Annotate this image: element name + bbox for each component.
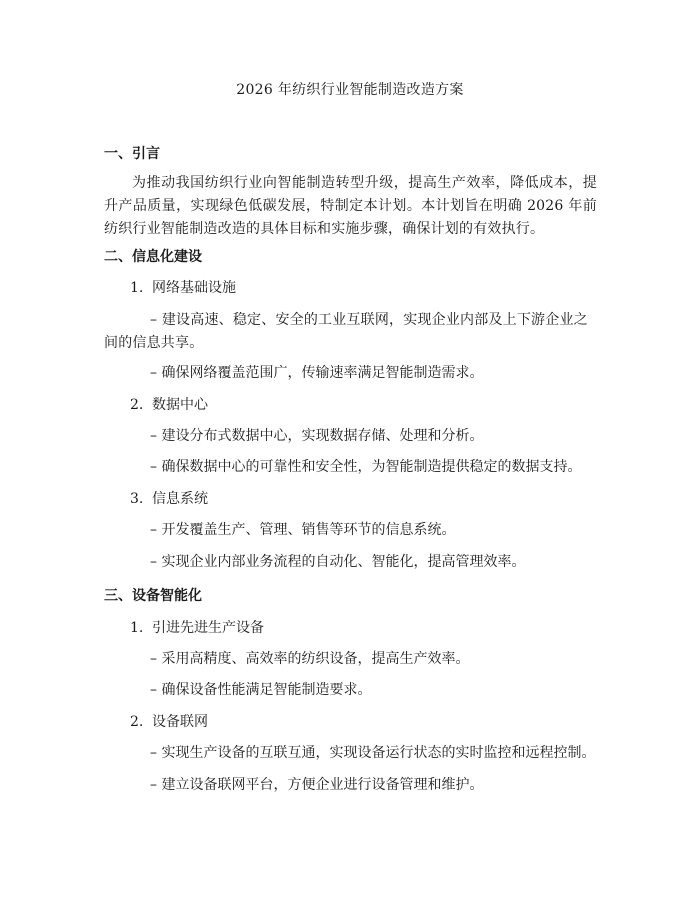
section-heading-equipment-intelligence: 三、设备智能化 [104,588,202,604]
list-item-label: 信息系统 [152,491,208,507]
list-item-label: 数据中心 [152,397,208,413]
list-item-advanced-equipment [130,618,264,638]
list-item-number: 2. [130,397,144,413]
section-heading-informatization: 二、信息化建设 [104,249,202,265]
introduction-paragraph: 为推动我国纺织行业向智能制造转型升级，提高生产效率，降低成本，提升产品质量，实现绿色低碳发展，特制定本计划。本计划旨在明确 2026 年前纺织行业智能制造改造的具体目标和实施步骤，确保计划的有效执行。 [104,175,597,237]
document-title: 2026 年纺织行业智能制造改造方案 [236,82,464,98]
list-item-number: 1. [130,280,144,296]
bullet-networking-2: – 建立设备联网平台，方便企业进行设备管理和维护。 [150,777,484,793]
list-item-label: 引进先进生产设备 [152,620,264,636]
list-item-label: 网络基础设施 [152,280,236,296]
section-heading-introduction: 一、引言 [104,146,160,162]
bullet-network-1: – 建设高速、稳定、安全的工业互联网，实现企业内部及上下游企业之间的信息共享。 [104,312,588,351]
list-item-number: 3. [130,491,144,507]
bullet-data-center-1: – 建设分布式数据中心，实现数据存储、处理和分析。 [150,428,484,444]
bullet-equipment-2: – 确保设备性能满足智能制造要求。 [150,682,372,698]
bullet-info-system-1: – 开发覆盖生产、管理、销售等环节的信息系统。 [150,522,456,538]
list-item-number: 2. [130,714,144,730]
list-item-number: 1. [130,620,144,636]
list-item-label: 设备联网 [152,714,208,730]
bullet-data-center-2: – 确保数据中心的可靠性和安全性，为智能制造提供稳定的数据支持。 [150,459,582,475]
list-item-information-system [130,489,208,509]
bullet-network-2: – 确保网络覆盖范围广，传输速率满足智能制造需求。 [150,365,484,381]
bullet-networking-1: – 实现生产设备的互联互通，实现设备运行状态的实时监控和远程控制。 [150,745,596,761]
bullet-equipment-1: – 采用高精度、高效率的纺织设备，提高生产效率。 [150,651,470,667]
list-item-equipment-networking [130,712,208,732]
list-item-data-center [130,395,208,415]
list-item-network-infrastructure [130,278,236,298]
bullet-info-system-2: – 实现企业内部业务流程的自动化、智能化，提高管理效率。 [150,554,526,570]
